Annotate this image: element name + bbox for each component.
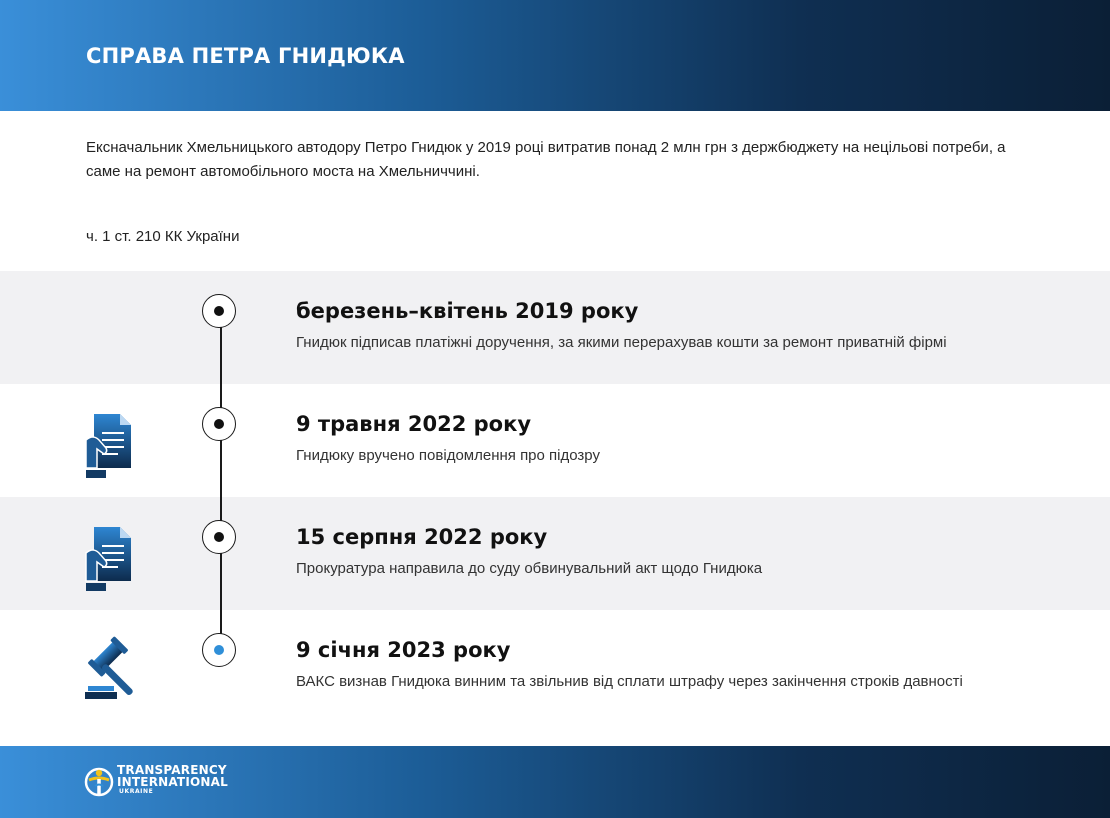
timeline-description: ВАКС визнав Гнидюка винним та звільнив від сплати штрафу через закінчення строків давності [296, 673, 963, 690]
timeline-date: 15 серпня 2022 року [296, 525, 548, 549]
logo-line: TRANSPARENCY [117, 763, 227, 777]
logo-line: INTERNATIONAL [117, 775, 228, 789]
transparency-international-logo-icon [84, 766, 114, 798]
timeline-node-dot [214, 306, 224, 316]
header-banner [0, 0, 1110, 111]
gavel-icon [84, 636, 148, 700]
timeline-node [202, 294, 236, 328]
timeline-description: Гнидюк підписав платіжні доручення, за якими перерахував кошти за ремонт приватній фірмі [296, 334, 947, 351]
logo-line: UKRAINE [119, 788, 154, 795]
footer-banner [0, 746, 1110, 818]
criminal-code-article: ч. 1 ст. 210 КК України [86, 228, 240, 245]
timeline-node-dot [214, 419, 224, 429]
document-hand-icon [84, 412, 134, 480]
timeline-node [202, 520, 236, 554]
page-title: СПРАВА ПЕТРА ГНИДЮКА [86, 44, 405, 68]
timeline-row [0, 271, 1110, 384]
timeline-node-dot [214, 645, 224, 655]
timeline-node [202, 407, 236, 441]
timeline-date: 9 січня 2023 року [296, 638, 511, 662]
timeline-node-dot [214, 532, 224, 542]
timeline-description: Гнидюку вручено повідомлення про підозру [296, 447, 600, 464]
timeline-description: Прокуратура направила до суду обвинувальний акт щодо Гнидюка [296, 560, 763, 577]
timeline-row [0, 384, 1110, 497]
document-hand-icon [84, 525, 134, 593]
case-summary: Ексначальник Хмельницького автодору Петро Гнидюк у 2019 році витратив понад 2 млн грн з держбюджету на нецільові потреби, а саме на ремонт автомобільного моста на Хмельниччині. [86, 139, 1006, 180]
logo-wordmark [117, 764, 228, 796]
timeline-row [0, 610, 1110, 723]
timeline-connector [220, 311, 222, 650]
timeline-row [0, 497, 1110, 610]
timeline-date: 9 травня 2022 року [296, 412, 532, 436]
timeline-node-current [202, 633, 236, 667]
timeline-date: березень–квітень 2019 року [296, 299, 639, 323]
